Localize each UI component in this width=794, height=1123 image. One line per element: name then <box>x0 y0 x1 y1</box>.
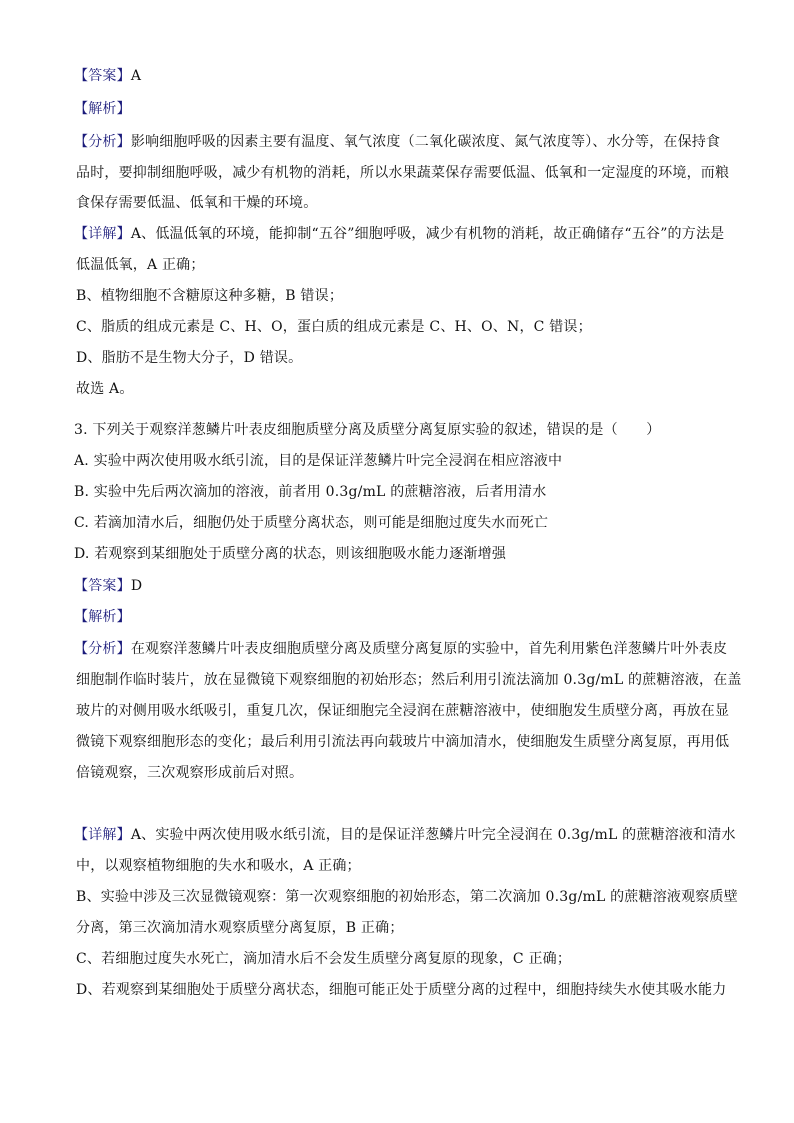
detail-q3-line-5: C、若细胞过度失水死亡，滴加清水后不会发生质壁分离复原的现象，C 正确； <box>76 951 572 967</box>
analysis-q3-text: 在观察洋葱鳞片叶表皮细胞质壁分离及质壁分离复原的实验中，首先利用紫色洋葱鳞片叶外表皮 <box>130 641 728 657</box>
answer-tag-q3: 【答案】 <box>74 578 131 594</box>
analysis-q3-line-3: 玻片的对侧用吸水纸吸引，重复几次，保证细胞完全浸润在蔗糖溶液中，使细胞发生质壁分离，再放在显 <box>76 703 730 719</box>
detail-q3-line-1 <box>74 825 736 845</box>
option-c: C. 若滴加清水后，细胞仍处于质壁分离状态，则可能是细胞过度失水而死亡 <box>74 515 549 531</box>
detail-q3-line-2: 中，以观察植物细胞的失水和吸水，A 正确； <box>76 858 361 874</box>
detail-tag-q3: 【详解】 <box>74 827 131 843</box>
detail-line-1 <box>74 224 724 244</box>
answer-line <box>74 66 724 86</box>
analysis-q3-line-2: 细胞制作临时装片，放在显微镜下观察细胞的初始形态；然后利用引流法滴加 0.3g/mL 的蔗糖溶液，在盖 <box>76 672 742 688</box>
option-a: A. 实验中两次使用吸水纸引流，目的是保证洋葱鳞片叶完全浸润在相应溶液中 <box>74 453 563 469</box>
analysis-tag-q3: 【分析】 <box>74 641 131 657</box>
detail-line-6: 故选 A。 <box>76 381 134 397</box>
analysis-line-2: 品时，要抑制细胞呼吸，减少有机物的消耗，所以水果蔬菜保存需要低温、低氧和一定湿度的环境，而粮 <box>76 165 730 181</box>
detail-line-3: B、植物细胞不含糖原这种多糖，B 错误； <box>76 288 344 304</box>
question-3-stem: 3. 下列关于观察洋葱鳞片叶表皮细胞质壁分离及质壁分离复原实验的叙述，错误的是（ ） <box>74 422 661 438</box>
explain-tag: 【解析】 <box>74 101 131 117</box>
analysis-q3-line-5: 倍镜观察，三次观察形成前后对照。 <box>76 765 304 781</box>
detail-q3-line-3: B、实验中涉及三次显微镜观察：第一次观察细胞的初始形态，第二次滴加 0.3g/mL 的蔗糖溶液观察质壁 <box>76 889 738 905</box>
explain-tag-q3: 【解析】 <box>74 609 131 625</box>
analysis-tag: 【分析】 <box>74 134 131 150</box>
explain-heading <box>74 99 724 119</box>
analysis-text: 影响细胞呼吸的因素主要有温度、氧气浓度（二氧化碳浓度、氮气浓度等）、水分等，在保持食 <box>130 134 721 150</box>
detail-line-4: C、脂质的组成元素是 C、H、O，蛋白质的组成元素是 C、H、O、N，C 错误； <box>76 319 592 335</box>
analysis-line-1 <box>74 132 724 152</box>
answer-value: A <box>130 68 142 84</box>
analysis-q3-line-1 <box>74 639 728 659</box>
analysis-line-3: 食保存需要低温、低氧和干燥的环境。 <box>76 195 318 211</box>
answer-tag: 【答案】 <box>74 68 131 84</box>
detail-q3-line-6: D、若观察到某细胞处于质壁分离状态，细胞可能正处于质壁分离的过程中，细胞持续失水使其吸水能力 <box>76 982 727 998</box>
detail-q3-text: A、实验中两次使用吸水纸引流，目的是保证洋葱鳞片叶完全浸润在 0.3g/mL 的蔗糖溶液和清水 <box>130 827 736 843</box>
detail-tag: 【详解】 <box>74 226 131 242</box>
option-b: B. 实验中先后两次滴加的溶液，前者用 0.3g/mL 的蔗糖溶液，后者用清水 <box>74 484 547 500</box>
answer-value-q3: D <box>130 578 143 594</box>
answer-line-q3 <box>74 576 724 596</box>
detail-q3-line-4: 分离，第三次滴加清水观察质壁分离复原，B 正确； <box>76 920 404 936</box>
detail-line-2: 低温低氧，A 正确； <box>76 257 205 273</box>
detail-line-5: D、脂肪不是生物大分子，D 错误。 <box>76 350 303 366</box>
option-d: D. 若观察到某细胞处于质壁分离的状态，则该细胞吸水能力逐渐增强 <box>74 546 507 562</box>
explain-heading-q3 <box>74 607 724 627</box>
analysis-q3-line-4: 微镜下观察细胞形态的变化；最后利用引流法再向载玻片中滴加清水，使细胞发生质壁分离复原，再用低 <box>76 734 730 750</box>
detail-text: A、低温低氧的环境，能抑制“五谷”细胞呼吸，减少有机物的消耗，故正确储存“五谷”的方法是 <box>130 226 725 242</box>
